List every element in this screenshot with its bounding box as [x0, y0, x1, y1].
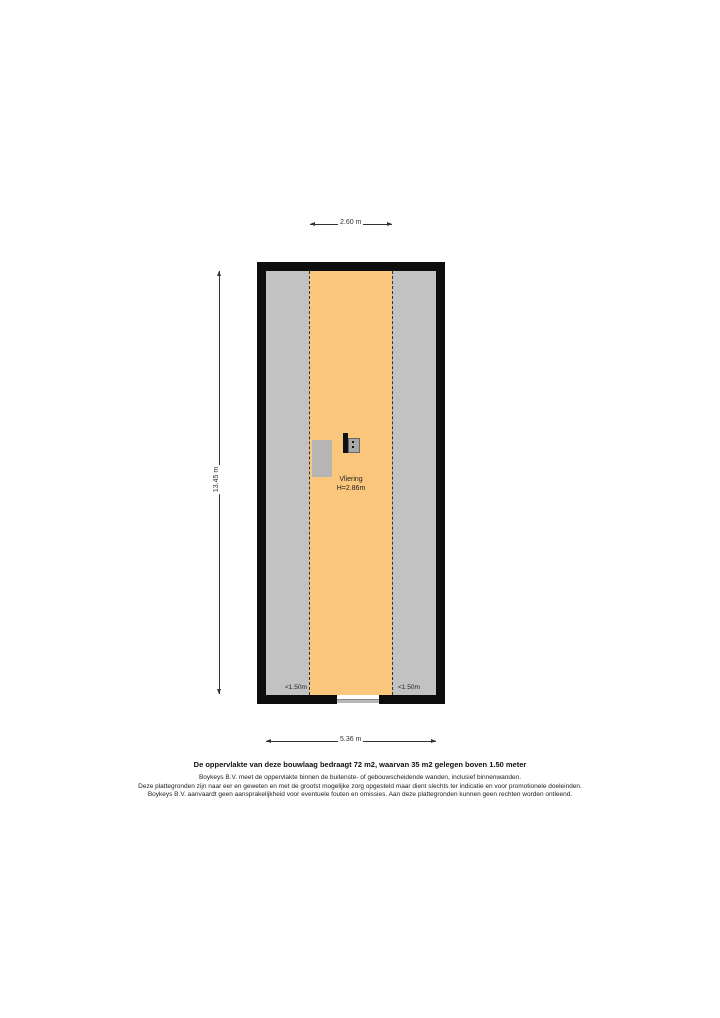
room-height: H=2.86m	[336, 485, 366, 492]
arrow-up-icon	[217, 271, 221, 276]
low-zone-label-left: <1.50m	[285, 684, 307, 691]
arrow-right-icon	[431, 739, 436, 743]
door-opening	[337, 695, 379, 704]
dimension-bottom-label: 5.36 m	[340, 736, 362, 743]
height-line-left	[309, 271, 310, 695]
duct-dots-icon-2	[352, 446, 354, 448]
height-line-right	[392, 271, 393, 695]
dimension-left-label: 13.45 m	[213, 466, 221, 493]
floor-plan	[257, 262, 445, 704]
arrow-left-icon	[310, 222, 315, 226]
room-label	[329, 475, 373, 493]
footer-line-3: Boykeys B.V. aanvaardt geen aansprakelijkheid voor eventuele fouten en omissies. Aan deze plattegronden kunnen geen rechten worden ontleend.	[147, 791, 573, 798]
arrow-left-icon	[266, 739, 271, 743]
room-name: Vliering	[339, 476, 363, 483]
arrow-right-icon	[387, 222, 392, 226]
dimension-top	[310, 219, 392, 229]
door-threshold	[337, 699, 379, 703]
footer-line-2: Deze plattegronden zijn naar eer en geweten en met de grootst mogelijke zorg opgesteld maar dient slechts ter indicatie en voor promotionele doeleinden.	[138, 782, 582, 790]
attic-hatch	[312, 440, 332, 477]
low-area-left	[266, 271, 309, 695]
duct-dots-icon	[352, 441, 354, 443]
footer	[0, 760, 720, 800]
footer-title: De oppervlakte van deze bouwlaag bedraagt 72 m2, waarvan 35 m2 gelegen boven 1.50 meter	[193, 760, 527, 769]
dimension-left	[214, 271, 226, 694]
dimension-bottom	[266, 736, 436, 746]
dimension-top-label: 2.60 m	[340, 219, 362, 226]
arrow-down-icon	[217, 689, 221, 694]
low-area-right	[392, 271, 436, 695]
low-zone-label-right: <1.50m	[398, 684, 420, 691]
duct-box	[348, 438, 360, 453]
footer-line-1: Boykeys B.V. meet de oppervlakte binnen de buitenste- of gebouwscheidende wanden, inclusief binnenwanden.	[198, 774, 522, 781]
